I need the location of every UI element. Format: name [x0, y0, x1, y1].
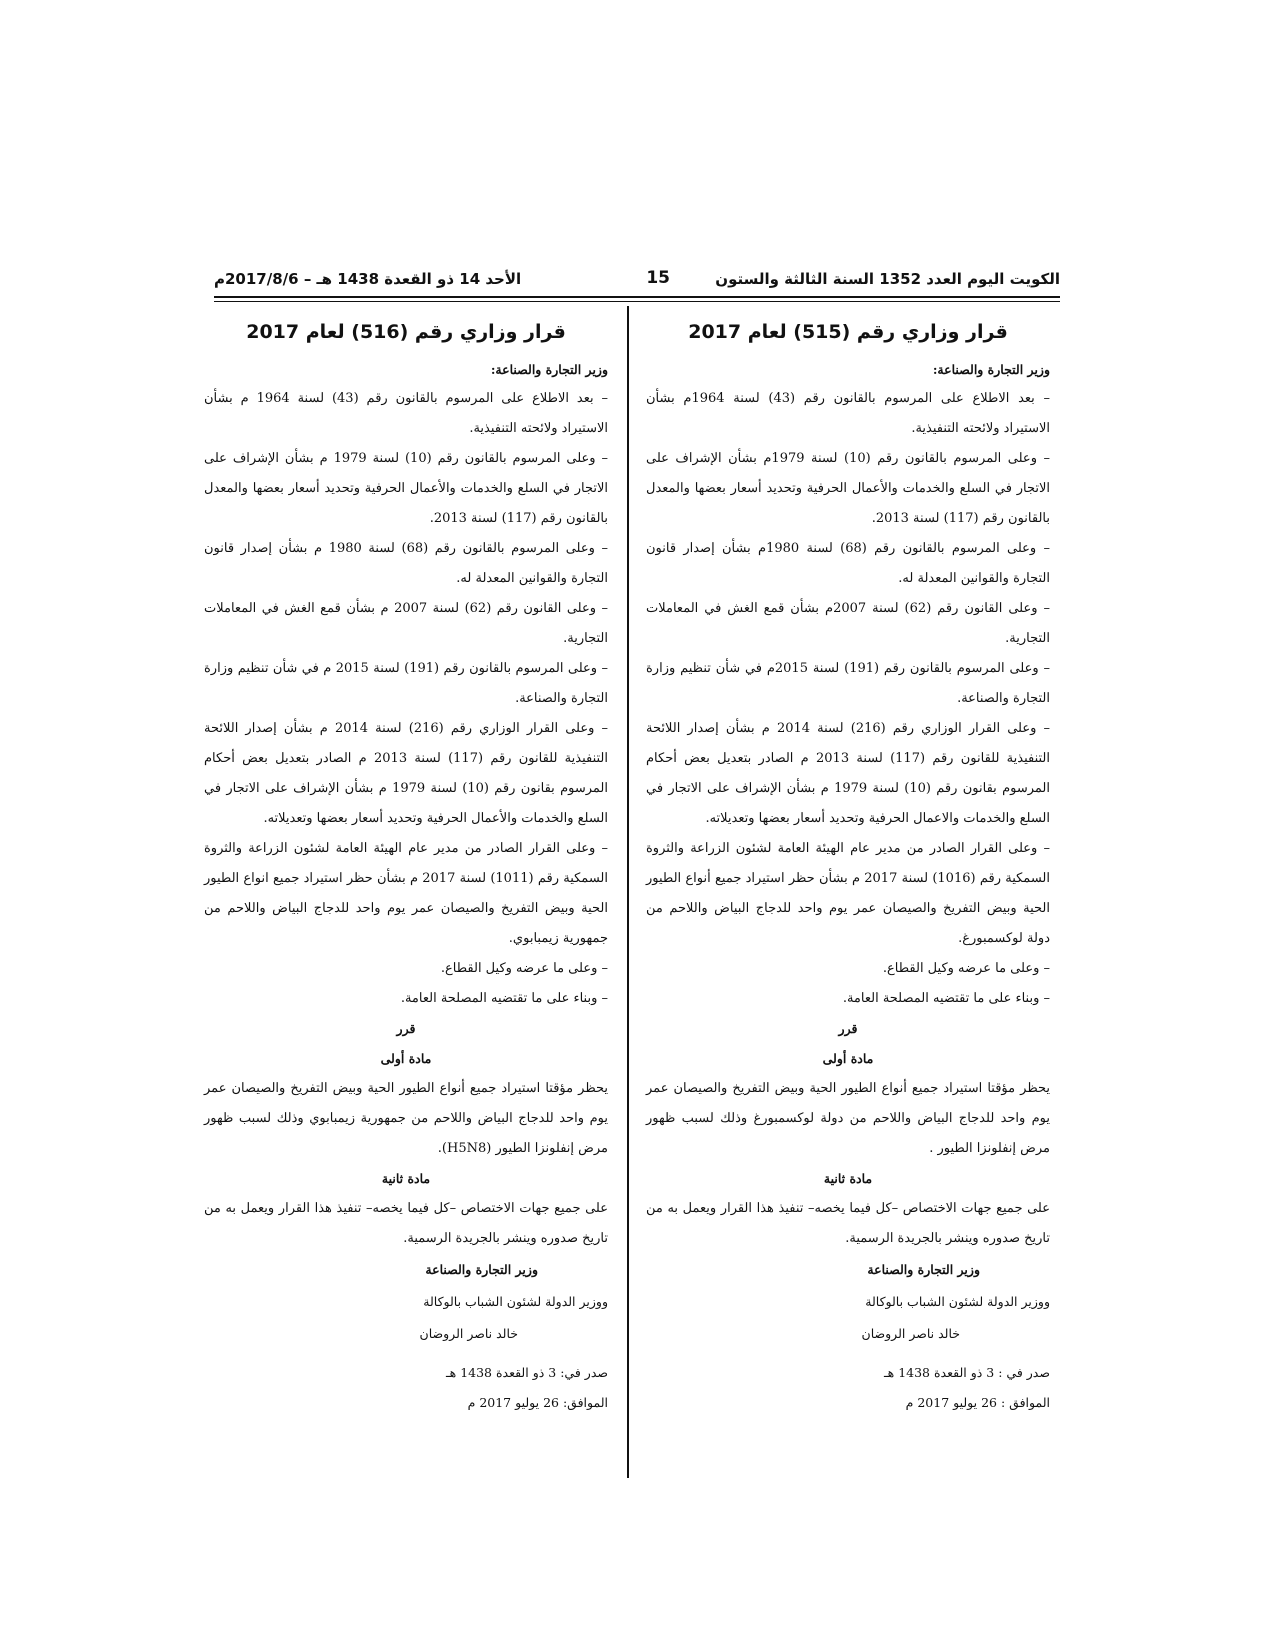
- preamble-paragraph: – وعلى القرار الوزاري رقم (216) لسنة 2014 م بشأن إصدار اللائحة التنفيذية للقانون رقم (117) لسنة 2013 م الصادر بتعديل بعض أحكام المرسوم بقانون رقم (10) لسنة 1979 م بشأن الإشراف على الاتجار في السلع والخدمات والاعمال الحرفية وتحديد أسعار بعضها وتعديلاته.: [646, 721, 1051, 826]
- preamble-paragraph: – وعلى القرار الوزاري رقم (216) لسنة 2014 م بشأن إصدار اللائحة التنفيذية للقانون رقم (117) لسنة 2013 م الصادر بتعديل بعض أحكام المرسوم بقانون رقم (10) لسنة 1979 م بشأن الإشراف على الاتجار في السلع والخدمات والأعمال الحرفية وتحديد أسعار بعضها وتعديلاته.: [204, 721, 609, 826]
- issue-date: الأحد 14 ذو القعدة 1438 هـ – 2017/8/6م: [214, 270, 522, 288]
- preamble-paragraph: – وبناء على ما تقتضيه المصلحة العامة.: [842, 991, 1050, 1006]
- preamble-paragraph: – بعد الاطلاع على المرسوم بالقانون رقم (43) لسنة 1964م بشأن الاستيراد ولائحته التنفيذية.: [646, 391, 1050, 436]
- preamble-paragraph: – وعلى ما عرضه وكيل القطاع.: [882, 961, 1050, 976]
- preamble-paragraph: – وبناء على ما تقتضيه المصلحة العامة.: [400, 991, 608, 1006]
- preamble-paragraph: – بعد الاطلاع على المرسوم بالقانون رقم (43) لسنة 1964 م بشأن الاستيراد ولائحته التنفيذية.: [204, 391, 609, 436]
- gazette-issue-info: الكويت اليوم العدد 1352 السنة الثالثة والستون: [715, 270, 1060, 288]
- preamble-paragraph: – وعلى ما عرضه وكيل القطاع.: [440, 961, 608, 976]
- minister-heading: وزير التجارة والصناعة:: [932, 362, 1050, 377]
- preamble-paragraph: – وعلى المرسوم بالقانون رقم (68) لسنة 1980م بشأن إصدار قانون التجارة والقوانين المعدلة له.: [646, 541, 1050, 586]
- corresponding-date: الموافق : 26 يوليو 2017 م: [905, 1395, 1050, 1410]
- article-1-text: يحظر مؤقتا استيراد جميع أنواع الطيور الحية وبيض التفريخ والصيصان عمر يوم واحد للدجاج البياض واللاحم من جمهورية زيمبابوي وذلك لسبب ظهور مرض إنفلونزا الطيور (H5N8).: [204, 1081, 608, 1156]
- page-header: [214, 264, 1060, 294]
- preamble-paragraph: – وعلى القرار الصادر من مدير عام الهيئة العامة لشئون الزراعة والثروة السمكية رقم (1016) لسنة 2017 م بشأن حظر استيراد جميع أنواع الطيور الحية وبيض التفريخ والصيصان عمر يوم واحد للدجاج البياض واللاحم من دولة لوكسمبورغ.: [646, 841, 1050, 946]
- article-1-heading: مادة أولى: [822, 1051, 874, 1066]
- preamble-paragraph: – وعلى القانون رقم (62) لسنة 2007 م بشأن قمع الغش في المعاملات التجارية.: [204, 601, 608, 646]
- signatory-acting-title: ووزير الدولة لشئون الشباب بالوكالة: [423, 1294, 608, 1309]
- column-divider: [627, 306, 629, 1478]
- decision-title: قرار وزاري رقم (516) لعام 2017: [246, 321, 566, 343]
- preamble-paragraph: – وعلى المرسوم بالقانون رقم (10) لسنة 1979 م بشأن الإشراف على الاتجار في السلع والخدمات والأعمال الحرفية وتحديد أسعار بعضها والمعدل بالقانون رقم (117) لسنة 2013.: [204, 451, 608, 526]
- issued-date: صدر في : 3 ذو القعدة 1438 هـ: [883, 1365, 1050, 1380]
- preamble-paragraph: – وعلى المرسوم بالقانون رقم (191) لسنة 2015م في شأن تنظيم وزارة التجارة والصناعة.: [646, 661, 1050, 706]
- decided-heading: قرر: [396, 1021, 416, 1036]
- header-rule-thin: [214, 301, 1060, 302]
- issued-date: صدر في: 3 ذو القعدة 1438 هـ: [445, 1365, 608, 1380]
- preamble-paragraph: – وعلى المرسوم بالقانون رقم (10) لسنة 1979م بشأن الإشراف على الاتجار في السلع والخدمات والأعمال الحرفية وتحديد أسعار بعضها والمعدل بالقانون رقم (117) لسنة 2013.: [646, 451, 1050, 526]
- article-2-text: على جميع جهات الاختصاص –كل فيما يخصه– تنفيذ هذا القرار ويعمل به من تاريخ صدوره وينشر بالجريدة الرسمية.: [204, 1201, 608, 1246]
- article-2-heading: مادة ثانية: [823, 1171, 873, 1186]
- minister-heading: وزير التجارة والصناعة:: [490, 362, 608, 377]
- article-1-text: يحظر مؤقتا استيراد جميع أنواع الطيور الحية وبيض التفريخ والصيصان عمر يوم واحد للدجاج البياض واللاحم من دولة لوكسمبورغ وذلك لسبب ظهور مرض إنفلونزا الطيور .: [646, 1081, 1050, 1156]
- article-2-heading: مادة ثانية: [381, 1171, 431, 1186]
- preamble-paragraph: – وعلى القرار الصادر من مدير عام الهيئة العامة لشئون الزراعة والثروة السمكية رقم (1011) لسنة 2017 م بشأن حظر استيراد جميع انواع الطيور الحية وبيض التفريخ والصيصان عمر يوم واحد للدجاج البياض واللاحم من جمهورية زيمبابوي.: [204, 841, 608, 946]
- decision-title: قرار وزاري رقم (515) لعام 2017: [688, 321, 1008, 343]
- article-1-heading: مادة أولى: [380, 1051, 432, 1066]
- article-2-text: على جميع جهات الاختصاص –كل فيما يخصه– تنفيذ هذا القرار ويعمل به من تاريخ صدوره وينشر بالجريدة الرسمية.: [646, 1201, 1050, 1246]
- signatory-title: وزير التجارة والصناعة: [867, 1262, 980, 1277]
- preamble-paragraph: – وعلى المرسوم بالقانون رقم (68) لسنة 1980 م بشأن إصدار قانون التجارة والقوانين المعدلة له.: [204, 541, 608, 586]
- signatory-title: وزير التجارة والصناعة: [425, 1262, 538, 1277]
- decision-516-column: [204, 306, 608, 1418]
- page-number: 15: [646, 268, 670, 288]
- header-rule-thick: [214, 296, 1060, 298]
- decided-heading: قرر: [838, 1021, 858, 1036]
- preamble-paragraph: – وعلى القانون رقم (62) لسنة 2007م بشأن قمع الغش في المعاملات التجارية.: [646, 601, 1050, 646]
- signatory-name: خالد ناصر الروضان: [861, 1326, 960, 1341]
- signatory-acting-title: ووزير الدولة لشئون الشباب بالوكالة: [865, 1294, 1050, 1309]
- corresponding-date: الموافق: 26 يوليو 2017 م: [467, 1395, 608, 1410]
- signatory-name: خالد ناصر الروضان: [419, 1326, 518, 1341]
- preamble-paragraph: – وعلى المرسوم بالقانون رقم (191) لسنة 2015 م في شأن تنظيم وزارة التجارة والصناعة.: [204, 661, 608, 706]
- decision-515-column: [646, 306, 1050, 1418]
